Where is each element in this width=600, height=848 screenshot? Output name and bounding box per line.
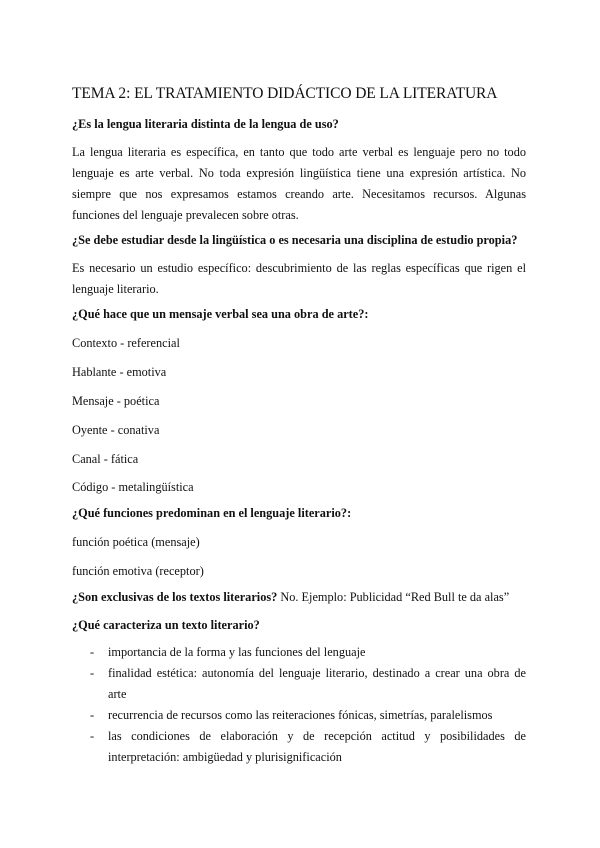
dash-bullet: - [90, 666, 95, 681]
list-item: función poética (mensaje) [72, 535, 200, 550]
list-item-text: recurrencia de recursos como las reiteraciones fónicas, simetrías, paralelismos [108, 708, 493, 723]
list-item: Oyente - conativa [72, 422, 160, 437]
dash-bullet: - [90, 645, 95, 660]
list-item-text: finalidad estética: autonomía del lenguaje literario, destinado a crear una obra de arte [108, 666, 526, 702]
dash-bullet: - [90, 708, 95, 723]
question-heading: ¿Qué caracteriza un texto literario? [72, 618, 260, 633]
list-item: Contexto - referencial [72, 336, 180, 350]
document-title: TEMA 2: EL TRATAMIENTO DIDÁCTICO DE LA LITERATURA [72, 85, 498, 102]
answer-paragraph: La lengua literaria es específica, en tanto que todo arte verbal es lenguaje pero no todo lenguaje es arte verbal. No toda expresión lingüística tiene una expresión artística. No siempre que nos expresamos estamos creando arte. Necesitamos recursos. Algunas funciones del lenguaje prevalecen sobre otras. [72, 145, 526, 222]
list-item-text: las condiciones de elaboración y de recepción actitud y posibilidades de interpretación: ambigüedad y plurisignificación [108, 729, 526, 765]
answer-paragraph: Es necesario un estudio específico: descubrimiento de las reglas específicas que rigen el lenguaje literario. [72, 261, 526, 296]
question-heading: ¿Qué funciones predominan en el lenguaje literario?: [72, 506, 352, 521]
question-inline [72, 589, 526, 605]
predominant-functions-list [72, 534, 526, 579]
list-item [72, 726, 526, 768]
list-item: función emotiva (receptor) [72, 564, 204, 579]
list-item: Canal - fática [72, 451, 139, 466]
list-item [72, 642, 526, 663]
list-item [72, 705, 526, 726]
answer-text: No. Ejemplo: Publicidad “Red Bull te da alas” [277, 590, 510, 605]
question-heading: ¿Son exclusivas de los textos literarios? [72, 590, 278, 605]
function-list [72, 335, 526, 495]
document-page [72, 84, 526, 768]
list-item: Mensaje - poética [72, 393, 160, 408]
list-item [72, 663, 526, 705]
dash-bullet: - [90, 729, 95, 744]
list-item: Código - metalingüística [72, 480, 194, 495]
question-heading: ¿Es la lengua literaria distinta de la lengua de uso? [72, 117, 339, 131]
list-item: Hablante - emotiva [72, 364, 167, 379]
question-heading: ¿Qué hace que un mensaje verbal sea una obra de arte?: [72, 307, 369, 321]
question-heading: ¿Se debe estudiar desde la lingüística o es necesaria una disciplina de estudio propia? [72, 233, 518, 247]
characteristics-list [72, 642, 526, 768]
list-item-text: importancia de la forma y las funciones del lenguaje [108, 645, 366, 660]
